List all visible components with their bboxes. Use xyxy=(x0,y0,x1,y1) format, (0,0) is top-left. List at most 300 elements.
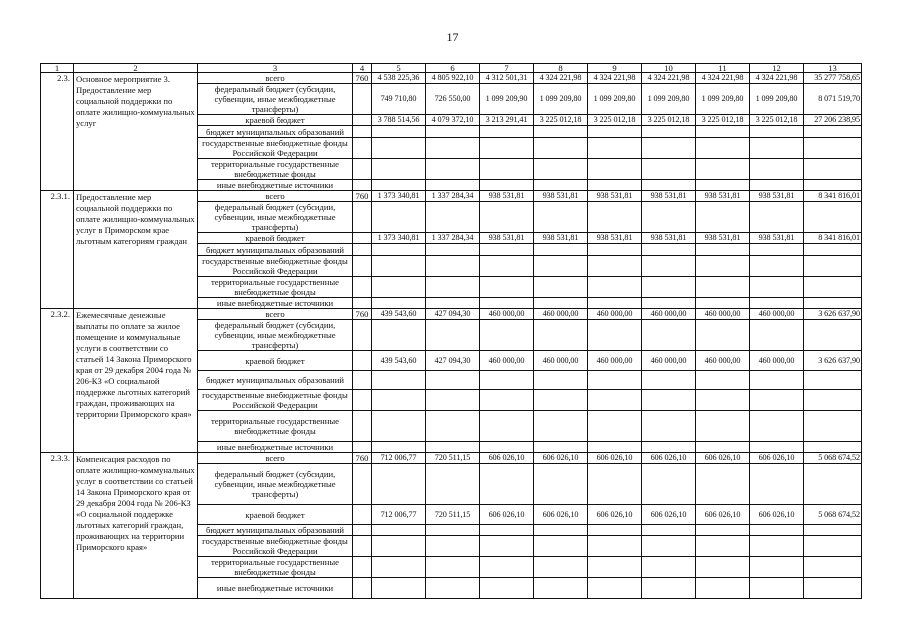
amount-cell xyxy=(804,578,862,599)
amount-cell xyxy=(588,180,642,191)
funding-source-label: федеральный бюджет (субсидии, субвенции, иные межбюджетные трансферты) xyxy=(198,464,353,505)
amount-cell xyxy=(480,298,534,309)
funding-source-label: иные внебюджетные источники xyxy=(198,298,353,309)
amount-cell xyxy=(426,578,480,599)
amount-cell xyxy=(534,525,588,536)
amount-cell: 1 099 209,80 xyxy=(534,84,588,115)
gr-code-empty xyxy=(353,159,372,180)
funding-source-label: иные внебюджетные источники xyxy=(198,578,353,599)
amount-cell xyxy=(696,277,750,298)
amount-cell xyxy=(750,464,804,505)
amount-cell: 4 324 221,98 xyxy=(642,73,696,84)
amount-cell xyxy=(534,411,588,442)
amount-cell xyxy=(804,277,862,298)
amount-cell: 712 006,77 xyxy=(372,453,426,464)
amount-cell: 460 000,00 xyxy=(696,309,750,320)
amount-cell xyxy=(534,371,588,390)
gr-code-empty xyxy=(353,138,372,159)
amount-cell xyxy=(804,159,862,180)
amount-cell xyxy=(480,557,534,578)
amount-cell xyxy=(750,298,804,309)
amount-cell xyxy=(372,202,426,233)
amount-cell xyxy=(750,256,804,277)
amount-cell xyxy=(750,578,804,599)
amount-cell: 4 324 221,98 xyxy=(696,73,750,84)
amount-cell xyxy=(804,371,862,390)
amount-cell xyxy=(426,525,480,536)
amount-cell xyxy=(534,320,588,351)
amount-cell xyxy=(588,298,642,309)
amount-cell xyxy=(480,180,534,191)
amount-cell xyxy=(642,525,696,536)
gr-code-empty xyxy=(353,256,372,277)
funding-source-label: бюджет муниципальных образований xyxy=(198,371,353,390)
amount-cell: 938 531,81 xyxy=(480,233,534,244)
amount-cell: 427 094,30 xyxy=(426,351,480,371)
amount-cell xyxy=(534,277,588,298)
amount-cell: 606 026,10 xyxy=(696,453,750,464)
amount-cell xyxy=(804,126,862,138)
amount-cell xyxy=(642,256,696,277)
gr-code-empty xyxy=(353,525,372,536)
amount-cell xyxy=(588,578,642,599)
amount-cell: 606 026,10 xyxy=(750,453,804,464)
amount-cell xyxy=(696,320,750,351)
amount-cell: 726 550,00 xyxy=(426,84,480,115)
amount-cell xyxy=(750,277,804,298)
funding-source-label: федеральный бюджет (субсидии, субвенции, иные межбюджетные трансферты) xyxy=(198,320,353,351)
amount-cell: 606 026,10 xyxy=(642,453,696,464)
amount-cell xyxy=(372,557,426,578)
amount-cell xyxy=(696,525,750,536)
column-number: 6 xyxy=(426,64,480,73)
gr-code-empty xyxy=(353,320,372,351)
amount-cell: 460 000,00 xyxy=(480,351,534,371)
amount-cell xyxy=(534,442,588,453)
amount-cell xyxy=(642,126,696,138)
amount-cell xyxy=(426,244,480,256)
amount-cell xyxy=(750,159,804,180)
amount-cell: 1 099 209,80 xyxy=(588,84,642,115)
amount-cell xyxy=(696,159,750,180)
amount-cell xyxy=(426,256,480,277)
amount-cell xyxy=(534,578,588,599)
amount-cell xyxy=(534,180,588,191)
gr-code-empty xyxy=(353,126,372,138)
amount-cell: 938 531,81 xyxy=(534,191,588,202)
amount-cell xyxy=(750,138,804,159)
amount-cell xyxy=(534,390,588,411)
column-number: 9 xyxy=(588,64,642,73)
funding-source-label: территориальные государственные внебюджетные фонды xyxy=(198,159,353,180)
amount-cell: 3 225 012,18 xyxy=(642,115,696,126)
amount-cell: 439 543,60 xyxy=(372,309,426,320)
gr-code: 760 xyxy=(353,453,372,464)
amount-cell xyxy=(804,464,862,505)
amount-cell: 3 626 637,90 xyxy=(804,309,862,320)
amount-cell xyxy=(372,180,426,191)
amount-cell xyxy=(372,298,426,309)
amount-cell xyxy=(588,371,642,390)
amount-cell xyxy=(642,536,696,557)
amount-cell xyxy=(426,390,480,411)
amount-cell: 606 026,10 xyxy=(480,453,534,464)
amount-cell: 606 026,10 xyxy=(588,453,642,464)
amount-cell xyxy=(480,442,534,453)
amount-cell xyxy=(696,371,750,390)
amount-cell xyxy=(534,536,588,557)
amount-cell: 606 026,10 xyxy=(750,505,804,525)
amount-cell xyxy=(426,138,480,159)
amount-cell xyxy=(696,557,750,578)
amount-cell: 4 324 221,98 xyxy=(750,73,804,84)
amount-cell xyxy=(642,159,696,180)
amount-cell xyxy=(588,202,642,233)
amount-cell xyxy=(480,411,534,442)
amount-cell xyxy=(696,126,750,138)
funding-source-label: федеральный бюджет (субсидии, субвенции, иные межбюджетные трансферты) xyxy=(198,202,353,233)
amount-cell xyxy=(534,159,588,180)
amount-cell xyxy=(804,180,862,191)
amount-cell xyxy=(426,442,480,453)
gr-code-empty xyxy=(353,84,372,115)
amount-cell xyxy=(480,371,534,390)
amount-cell: 1 337 284,34 xyxy=(426,191,480,202)
amount-cell xyxy=(534,202,588,233)
amount-cell xyxy=(426,298,480,309)
amount-cell xyxy=(534,298,588,309)
amount-cell: 4 079 372,10 xyxy=(426,115,480,126)
amount-cell: 427 094,30 xyxy=(426,309,480,320)
gr-code-empty xyxy=(353,442,372,453)
amount-cell xyxy=(804,557,862,578)
amount-cell: 606 026,10 xyxy=(534,453,588,464)
amount-cell: 8 341 816,01 xyxy=(804,191,862,202)
funding-source-label: иные внебюджетные источники xyxy=(198,180,353,191)
funding-source-label: краевой бюджет xyxy=(198,505,353,525)
amount-cell xyxy=(480,159,534,180)
amount-cell xyxy=(750,180,804,191)
amount-cell xyxy=(534,256,588,277)
column-number: 11 xyxy=(696,64,750,73)
amount-cell: 4 324 221,98 xyxy=(588,73,642,84)
funding-source-label: территориальные государственные внебюджетные фонды xyxy=(198,557,353,578)
amount-cell xyxy=(588,244,642,256)
gr-code-empty xyxy=(353,351,372,371)
gr-code: 760 xyxy=(353,309,372,320)
amount-cell xyxy=(696,244,750,256)
funding-source-label: иные внебюджетные источники xyxy=(198,442,353,453)
gr-code-empty xyxy=(353,505,372,525)
amount-cell xyxy=(426,126,480,138)
amount-cell xyxy=(588,277,642,298)
gr-code-empty xyxy=(353,557,372,578)
amount-cell xyxy=(696,578,750,599)
funding-source-label: бюджет муниципальных образований xyxy=(198,525,353,536)
amount-cell: 606 026,10 xyxy=(480,505,534,525)
amount-cell xyxy=(642,390,696,411)
item-code: 2.3.3. xyxy=(41,453,74,599)
amount-cell xyxy=(696,180,750,191)
amount-cell xyxy=(534,244,588,256)
funding-source-label: краевой бюджет xyxy=(198,115,353,126)
amount-cell xyxy=(588,256,642,277)
amount-cell xyxy=(804,244,862,256)
amount-cell xyxy=(642,557,696,578)
funding-source-label: государственные внебюджетные фонды Российской Федерации xyxy=(198,536,353,557)
amount-cell xyxy=(804,320,862,351)
amount-cell: 606 026,10 xyxy=(642,505,696,525)
amount-cell: 8 341 816,01 xyxy=(804,233,862,244)
amount-cell xyxy=(804,256,862,277)
amount-cell xyxy=(750,371,804,390)
amount-cell: 1 099 209,80 xyxy=(750,84,804,115)
gr-code-empty xyxy=(353,371,372,390)
amount-cell xyxy=(750,536,804,557)
amount-cell: 3 225 012,18 xyxy=(588,115,642,126)
amount-cell xyxy=(534,138,588,159)
amount-cell: 606 026,10 xyxy=(588,505,642,525)
amount-cell xyxy=(642,202,696,233)
amount-cell xyxy=(372,536,426,557)
amount-cell xyxy=(588,464,642,505)
amount-cell xyxy=(696,390,750,411)
column-number: 2 xyxy=(74,64,198,73)
gr-code-empty xyxy=(353,277,372,298)
amount-cell xyxy=(480,525,534,536)
amount-cell: 1 373 340,81 xyxy=(372,233,426,244)
amount-cell: 1 337 284,34 xyxy=(426,233,480,244)
amount-cell xyxy=(750,244,804,256)
funding-source-label: федеральный бюджет (субсидии, субвенции, иные межбюджетные трансферты) xyxy=(198,84,353,115)
amount-cell xyxy=(426,371,480,390)
funding-source-label: всего xyxy=(198,73,353,84)
table-row xyxy=(41,191,862,202)
amount-cell xyxy=(372,320,426,351)
amount-cell: 4 324 221,98 xyxy=(534,73,588,84)
column-number: 1 xyxy=(41,64,74,73)
column-number: 13 xyxy=(804,64,862,73)
amount-cell xyxy=(426,202,480,233)
amount-cell: 4 312 501,31 xyxy=(480,73,534,84)
amount-cell xyxy=(642,180,696,191)
amount-cell: 4 805 922,10 xyxy=(426,73,480,84)
amount-cell: 938 531,81 xyxy=(480,191,534,202)
budget-table xyxy=(40,63,862,599)
amount-cell: 749 710,80 xyxy=(372,84,426,115)
amount-cell: 3 788 514,56 xyxy=(372,115,426,126)
item-title: Компенсация расходов по оплате жилищно-коммунальных услуг в соответствии со статьей 14 Закона Приморского края от 29 декабря 2004 года № 206-КЗ «О социальной поддержке льготных категорий граждан, проживающих на территории Приморского края» xyxy=(74,453,198,599)
amount-cell: 606 026,10 xyxy=(534,505,588,525)
amount-cell xyxy=(588,525,642,536)
gr-code-empty xyxy=(353,411,372,442)
amount-cell: 460 000,00 xyxy=(480,309,534,320)
amount-cell: 720 511,15 xyxy=(426,505,480,525)
amount-cell xyxy=(480,126,534,138)
gr-code-empty xyxy=(353,180,372,191)
amount-cell xyxy=(480,277,534,298)
column-number: 4 xyxy=(353,64,372,73)
amount-cell: 1 099 209,80 xyxy=(696,84,750,115)
amount-cell: 4 538 225,36 xyxy=(372,73,426,84)
amount-cell: 460 000,00 xyxy=(750,309,804,320)
amount-cell xyxy=(642,411,696,442)
amount-cell xyxy=(426,159,480,180)
amount-cell xyxy=(804,390,862,411)
table-body xyxy=(41,64,862,599)
amount-cell xyxy=(372,371,426,390)
amount-cell xyxy=(588,320,642,351)
column-number-row xyxy=(41,64,862,73)
amount-cell: 460 000,00 xyxy=(642,351,696,371)
amount-cell xyxy=(480,202,534,233)
funding-source-label: всего xyxy=(198,191,353,202)
amount-cell xyxy=(750,557,804,578)
amount-cell xyxy=(750,442,804,453)
amount-cell: 35 277 758,65 xyxy=(804,73,862,84)
amount-cell xyxy=(372,138,426,159)
funding-source-label: краевой бюджет xyxy=(198,233,353,244)
amount-cell: 27 206 238,95 xyxy=(804,115,862,126)
amount-cell: 460 000,00 xyxy=(534,309,588,320)
amount-cell xyxy=(642,464,696,505)
amount-cell xyxy=(372,244,426,256)
amount-cell: 1 373 340,81 xyxy=(372,191,426,202)
amount-cell xyxy=(588,536,642,557)
amount-cell xyxy=(588,159,642,180)
amount-cell: 938 531,81 xyxy=(696,191,750,202)
amount-cell xyxy=(642,320,696,351)
amount-cell xyxy=(804,442,862,453)
gr-code: 760 xyxy=(353,73,372,84)
amount-cell xyxy=(696,536,750,557)
amount-cell xyxy=(696,464,750,505)
amount-cell: 938 531,81 xyxy=(642,233,696,244)
amount-cell xyxy=(750,126,804,138)
amount-cell xyxy=(480,320,534,351)
page-number: 17 xyxy=(446,30,459,44)
amount-cell xyxy=(372,256,426,277)
amount-cell: 3 225 012,18 xyxy=(696,115,750,126)
amount-cell xyxy=(426,536,480,557)
amount-cell xyxy=(588,138,642,159)
amount-cell xyxy=(426,320,480,351)
amount-cell xyxy=(750,525,804,536)
funding-source-label: краевой бюджет xyxy=(198,351,353,371)
amount-cell: 5 068 674,52 xyxy=(804,505,862,525)
amount-cell: 938 531,81 xyxy=(588,191,642,202)
amount-cell: 5 068 674,52 xyxy=(804,453,862,464)
amount-cell xyxy=(696,138,750,159)
amount-cell: 1 099 209,90 xyxy=(480,84,534,115)
amount-cell xyxy=(804,138,862,159)
amount-cell xyxy=(804,202,862,233)
amount-cell: 3 225 012,18 xyxy=(534,115,588,126)
gr-code-empty xyxy=(353,298,372,309)
amount-cell xyxy=(642,442,696,453)
column-number: 8 xyxy=(534,64,588,73)
funding-source-label: государственные внебюджетные фонды Российской Федерации xyxy=(198,256,353,277)
amount-cell xyxy=(426,411,480,442)
amount-cell xyxy=(426,277,480,298)
gr-code-empty xyxy=(353,233,372,244)
amount-cell xyxy=(642,244,696,256)
amount-cell: 460 000,00 xyxy=(696,351,750,371)
funding-source-label: государственные внебюджетные фонды Российской Федерации xyxy=(198,390,353,411)
amount-cell: 938 531,81 xyxy=(696,233,750,244)
amount-cell xyxy=(696,442,750,453)
item-title: Ежемесячные денежные выплаты по оплате за жилое помещение и коммунальные услуги в соответствии со статьей 14 Закона Приморского края от 29 декабря 2004 года № 206-КЗ «О социальной поддержке льготных категорий граждан, проживающих на территории Приморского края» xyxy=(74,309,198,453)
amount-cell xyxy=(588,442,642,453)
amount-cell xyxy=(372,277,426,298)
funding-source-label: всего xyxy=(198,309,353,320)
column-number: 3 xyxy=(198,64,353,73)
amount-cell xyxy=(750,202,804,233)
amount-cell xyxy=(426,180,480,191)
amount-cell xyxy=(534,126,588,138)
gr-code-empty xyxy=(353,202,372,233)
funding-source-label: бюджет муниципальных образований xyxy=(198,126,353,138)
amount-cell xyxy=(480,464,534,505)
gr-code-empty xyxy=(353,115,372,126)
amount-cell xyxy=(480,536,534,557)
amount-cell xyxy=(372,159,426,180)
amount-cell: 3 626 637,90 xyxy=(804,351,862,371)
amount-cell xyxy=(804,525,862,536)
column-number: 12 xyxy=(750,64,804,73)
amount-cell: 460 000,00 xyxy=(588,351,642,371)
amount-cell: 460 000,00 xyxy=(642,309,696,320)
amount-cell xyxy=(696,202,750,233)
amount-cell: 8 071 519,70 xyxy=(804,84,862,115)
amount-cell xyxy=(480,138,534,159)
funding-source-label: бюджет муниципальных образований xyxy=(198,244,353,256)
table-row xyxy=(41,73,862,84)
amount-cell: 1 099 209,80 xyxy=(642,84,696,115)
amount-cell xyxy=(372,464,426,505)
column-number: 5 xyxy=(372,64,426,73)
amount-cell xyxy=(372,442,426,453)
item-title: Основное мероприятие 3. Предоставление мер социальной поддержки по оплате жилищно-коммунальных услуг xyxy=(74,73,198,191)
amount-cell xyxy=(642,578,696,599)
table-row xyxy=(41,453,862,464)
item-title: Предоставление мер социальной поддержки по оплате жилищно-коммунальных услуг в Приморском крае льготным категориям граждан xyxy=(74,191,198,309)
gr-code-empty xyxy=(353,536,372,557)
amount-cell xyxy=(480,244,534,256)
amount-cell xyxy=(750,320,804,351)
amount-cell xyxy=(426,464,480,505)
column-number: 7 xyxy=(480,64,534,73)
amount-cell: 720 511,15 xyxy=(426,453,480,464)
amount-cell: 460 000,00 xyxy=(588,309,642,320)
amount-cell xyxy=(372,411,426,442)
amount-cell xyxy=(750,390,804,411)
amount-cell xyxy=(588,126,642,138)
amount-cell xyxy=(372,578,426,599)
amount-cell xyxy=(588,390,642,411)
amount-cell: 460 000,00 xyxy=(750,351,804,371)
amount-cell xyxy=(480,578,534,599)
gr-code-empty xyxy=(353,244,372,256)
amount-cell xyxy=(696,298,750,309)
amount-cell: 460 000,00 xyxy=(534,351,588,371)
funding-source-label: всего xyxy=(198,453,353,464)
amount-cell xyxy=(804,411,862,442)
amount-cell: 3 225 012,18 xyxy=(750,115,804,126)
amount-cell xyxy=(426,557,480,578)
amount-cell: 938 531,81 xyxy=(588,233,642,244)
amount-cell: 938 531,81 xyxy=(534,233,588,244)
